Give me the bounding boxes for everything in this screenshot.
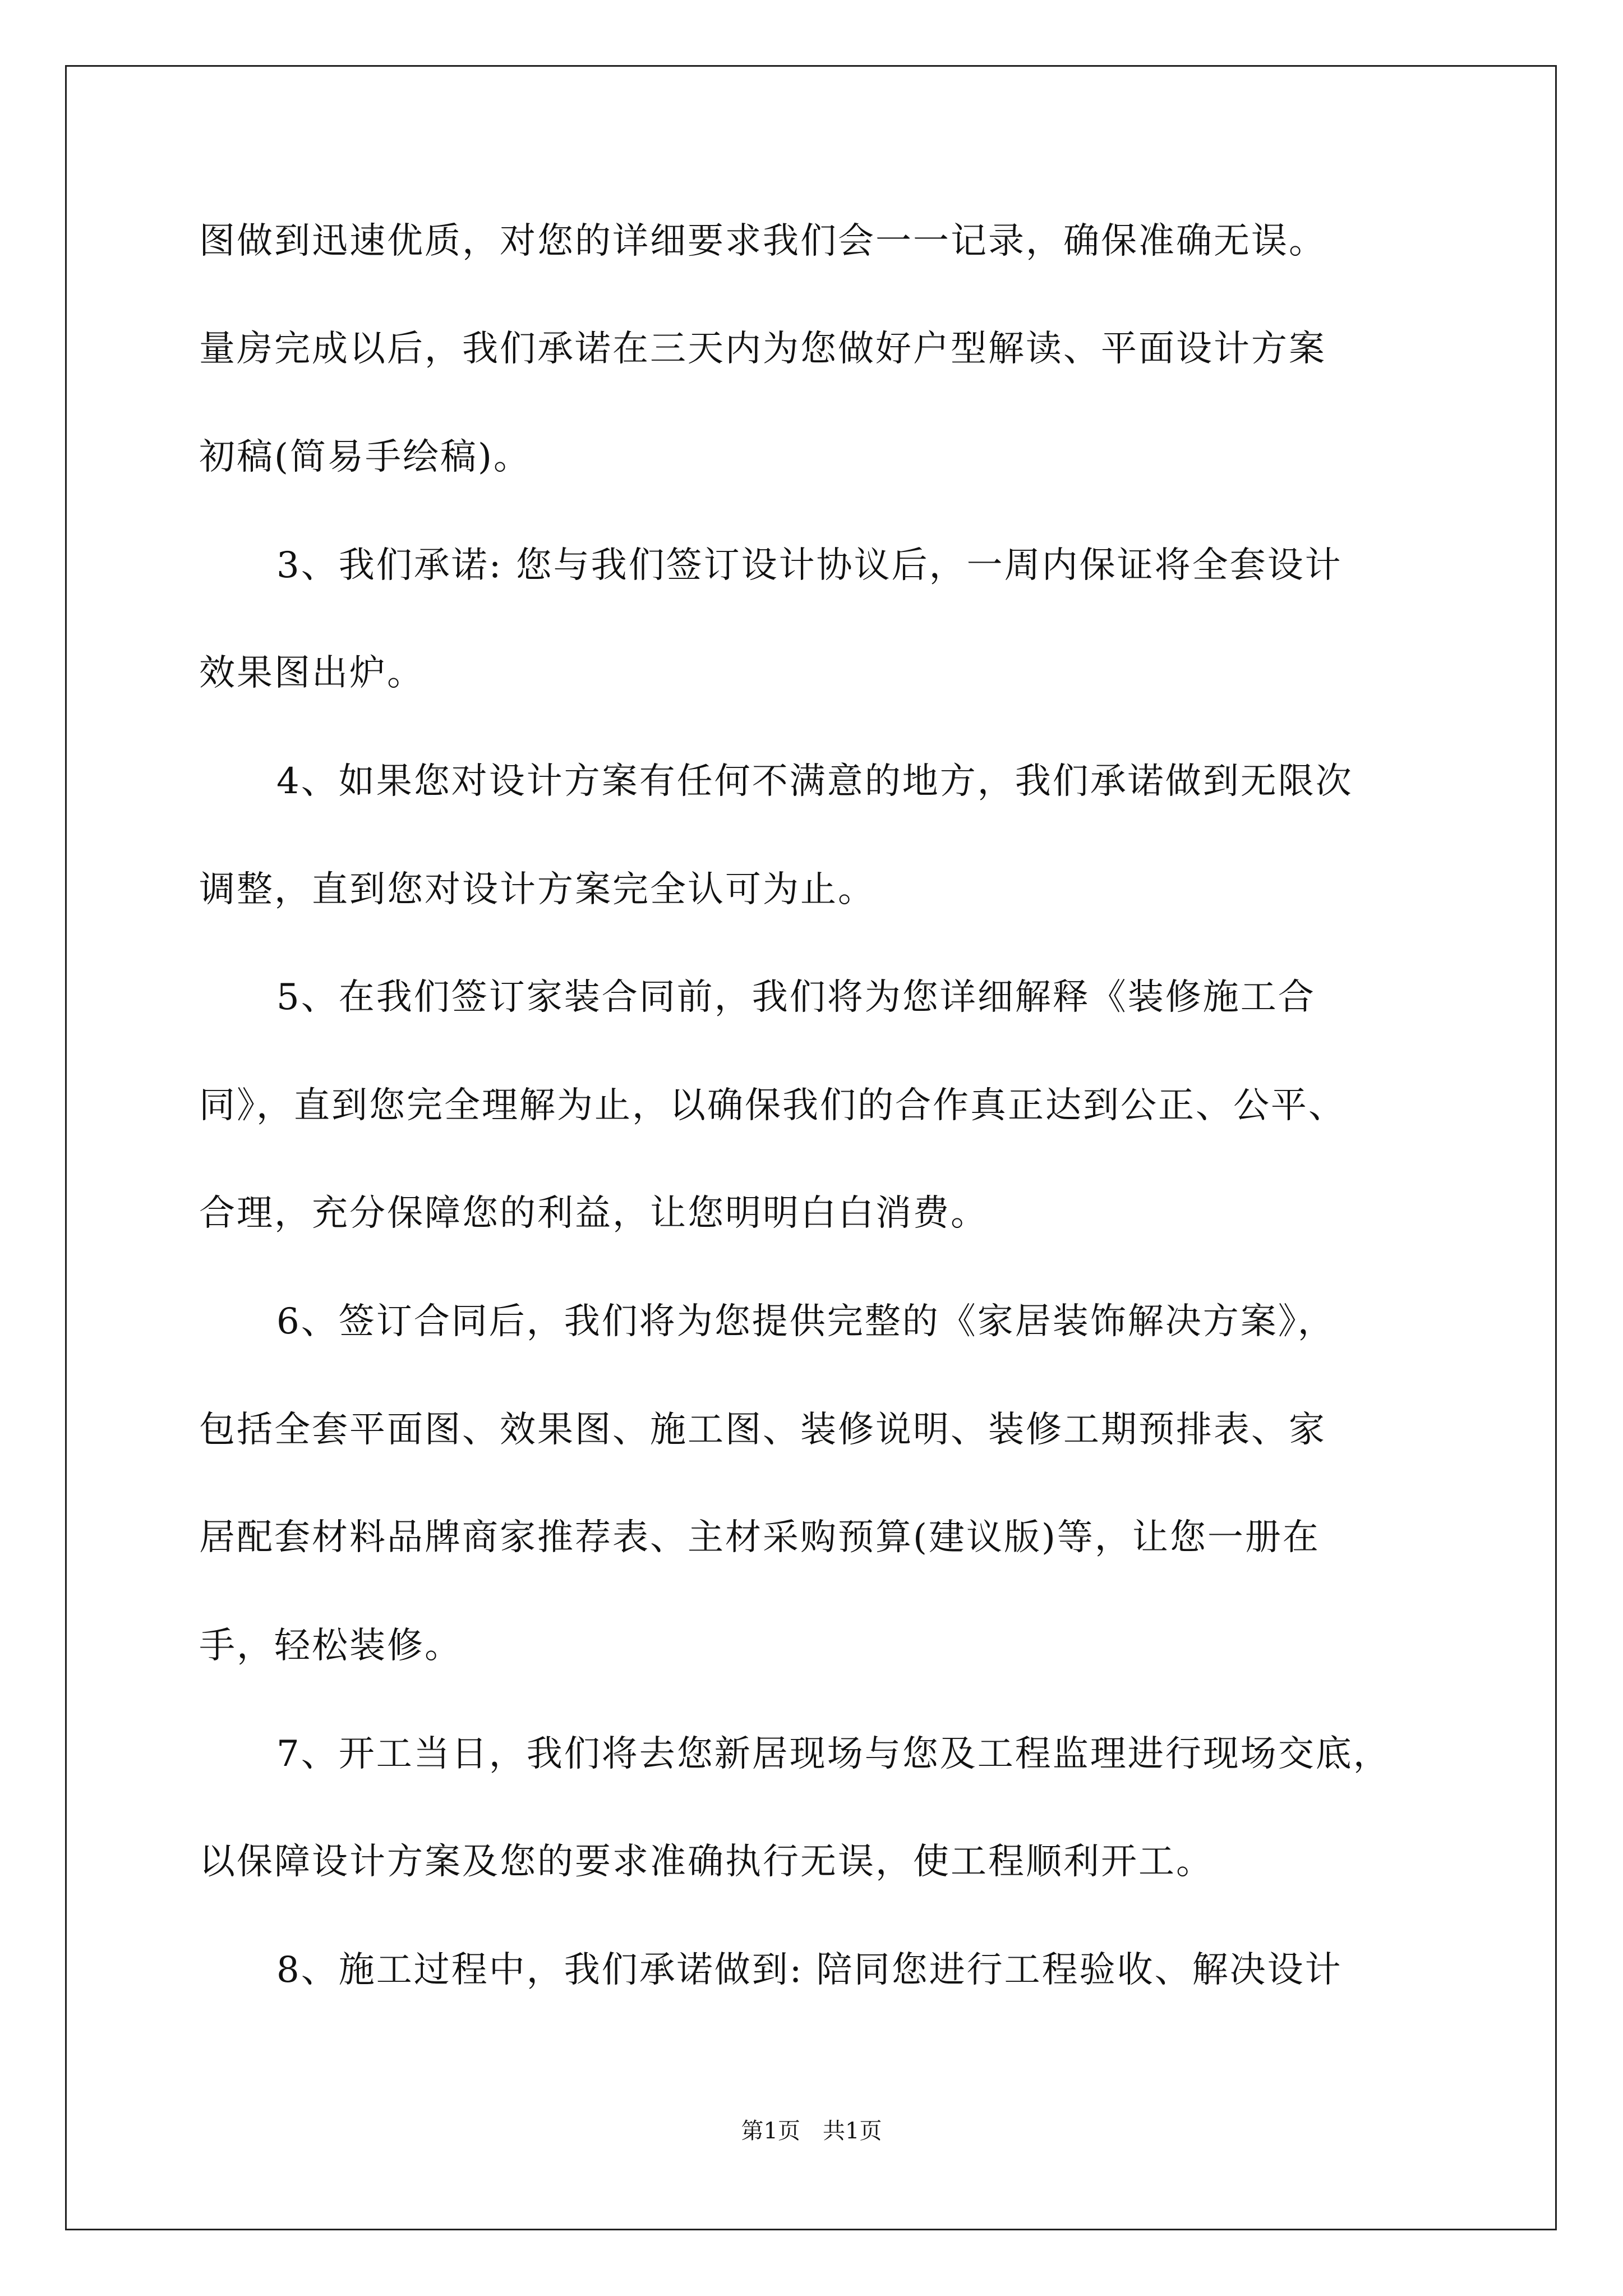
text-line: 8、施工过程中，我们承诺做到: 陪同您进行工程验收、解决设计	[276, 1949, 1343, 1991]
page-border	[65, 65, 1557, 2230]
page-number-total: 共1页	[823, 2118, 882, 2144]
text-line: 4、如果您对设计方案有任何不满意的地方，我们承诺做到无限次	[276, 761, 1353, 802]
text-line: 初稿(简易手绘稿)。	[199, 436, 531, 478]
text-line: 7、开工当日，我们将去您新居现场与您及工程监理进行现场交底，	[276, 1733, 1391, 1775]
text-line: 图做到迅速优质，对您的详细要求我们会一一记录，确保准确无误。	[199, 220, 1326, 262]
text-line: 同》，直到您完全理解为止，以确保我们的合作真正达到公正、公平、	[199, 1085, 1346, 1126]
page-footer	[0, 2117, 1623, 2145]
text-line: 手，轻松装修。	[199, 1625, 462, 1667]
text-line: 5、在我们签订家装合同前，我们将为您详细解释《装修施工合	[276, 977, 1316, 1018]
text-line: 包括全套平面图、效果图、施工图、装修说明、装修工期预排表、家	[199, 1409, 1326, 1451]
text-line: 居配套材料品牌商家推荐表、主材采购预算(建议版)等，让您一册在	[199, 1517, 1320, 1558]
text-line: 3、我们承诺: 您与我们签订设计协议后，一周内保证将全套设计	[276, 545, 1343, 586]
text-line: 调整，直到您对设计方案完全认可为止。	[199, 869, 875, 910]
text-line: 以保障设计方案及您的要求准确执行无误，使工程顺利开工。	[199, 1841, 1214, 1883]
text-line: 6、签订合同后，我们将为您提供完整的《家居装饰解决方案》，	[276, 1301, 1335, 1342]
text-line: 合理，充分保障您的利益，让您明明白白消费。	[199, 1193, 988, 1234]
text-line: 量房完成以后，我们承诺在三天内为您做好户型解读、平面设计方案	[199, 328, 1326, 370]
text-line: 效果图出炉。	[199, 652, 425, 694]
page-number-current: 第1页	[741, 2118, 800, 2144]
